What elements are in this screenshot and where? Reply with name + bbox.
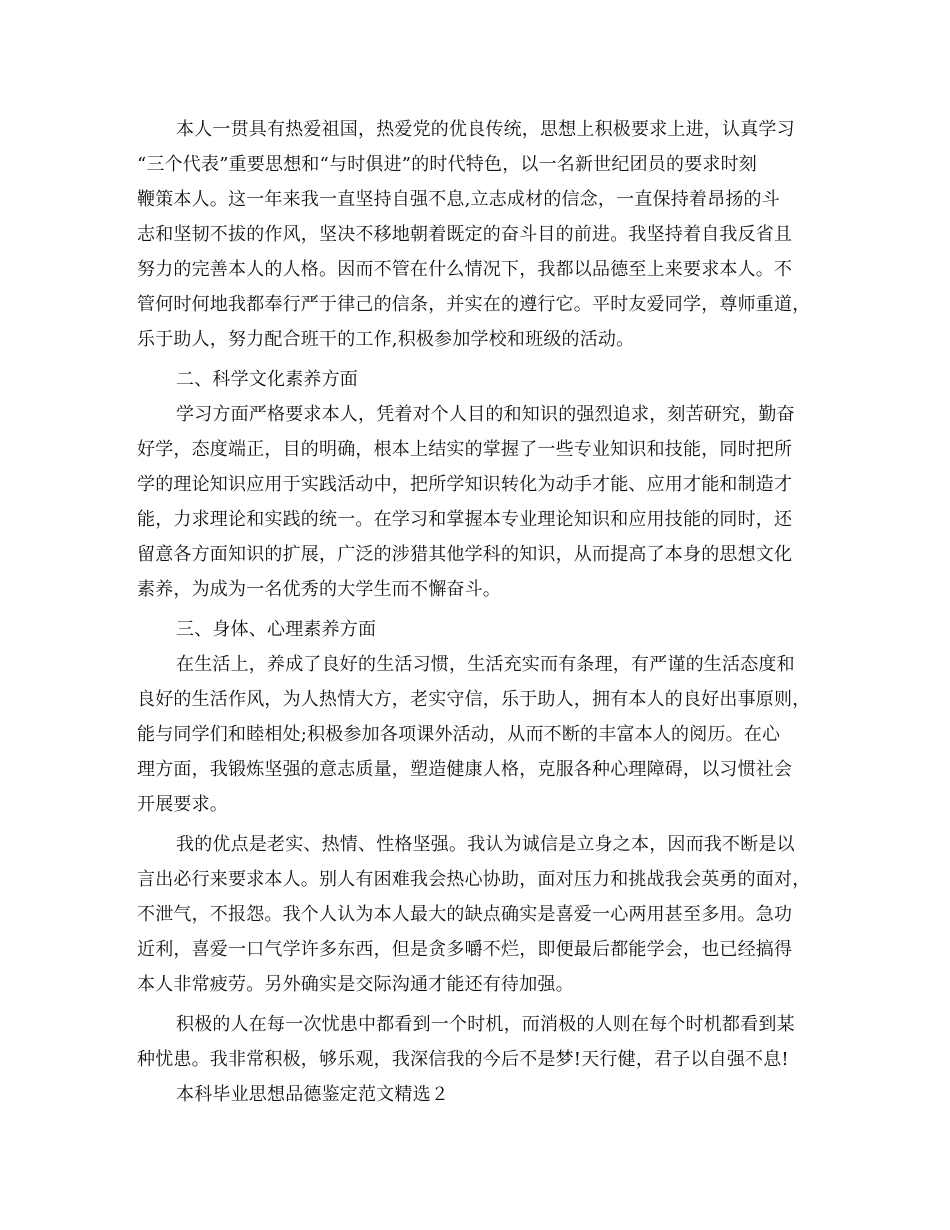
paragraph-4-line-2: 言出必行来要求本人。别人有困难我会热心协助，面对压力和挑战我会英勇的面对， (137, 869, 811, 890)
paragraph-1-line-4: 志和坚韧不拔的作风，坚决不移地朝着既定的奋斗目的前进。我坚持着自我反省且 (137, 224, 793, 245)
paragraph-4-line-1: 我的优点是老实、热情、性格坚强。我认为诚信是立身之本，因而我不断是以 (176, 834, 795, 855)
paragraph-1-line-6: 管何时何地我都奉行严于律己的信条，并实在的遵行它。平时友爱同学，尊师重道， (137, 294, 811, 315)
section-heading-health: 三、身体、心理素养方面 (176, 619, 377, 640)
paragraph-2-line-5: 留意各方面知识的扩展，广泛的涉猎其他学科的知识，从而提高了本身的思想文化 (137, 544, 793, 565)
paragraph-1-line-5: 努力的完善本人的人格。因而不管在什么情况下，我都以品德至上来要求本人。不 (137, 259, 793, 280)
paragraph-2-line-3: 学的理论知识应用于实践活动中，把所学知识转化为动手才能、应用才能和制造才 (137, 474, 793, 495)
paragraph-3-line-4: 理方面，我锻炼坚强的意志质量，塑造健康人格，克服各种心理障碍，以习惯社会 (137, 759, 793, 780)
next-section-title: 本科毕业思想品德鉴定范文精选２ (176, 1084, 449, 1105)
paragraph-3-line-3: 能与同学们和睦相处;积极参加各项课外活动，从而不断的丰富本人的阅历。在心 (137, 724, 781, 745)
paragraph-4-line-3: 不泄气，不报怨。我个人认为本人最大的缺点确实是喜爱一心两用甚至多用。急功 (137, 904, 793, 925)
paragraph-5-line-2: 种忧患。我非常积极，够乐观，我深信我的今后不是梦!天行健，君子以自强不息! (137, 1049, 789, 1070)
paragraph-1-line-3: 鞭策本人。这一年来我一直坚持自强不息,立志成材的信念，一直保持着昂扬的斗 (137, 189, 780, 210)
paragraph-2-line-4: 能，力求理论和实践的统一。在学习和掌握本专业理论知识和应用技能的同时，还 (137, 509, 793, 530)
paragraph-2-line-1: 学习方面严格要求本人，凭着对个人目的和知识的强烈追求，刻苦研究，勤奋 (176, 404, 795, 425)
paragraph-3-line-1: 在生活上，养成了良好的生活习惯，生活充实而有条理，有严谨的生活态度和 (176, 654, 795, 675)
paragraph-4-line-4: 近利，喜爱一口气学许多东西，但是贪多嚼不烂，即便最后都能学会，也已经搞得 (137, 939, 793, 960)
paragraph-1-line-2: “三个代表”重要思想和“与时俱进”的时代特色，以一名新世纪团员的要求时刻 (137, 154, 758, 175)
paragraph-3-line-5: 开展要求。 (137, 794, 228, 815)
paragraph-2-line-2: 好学，态度端正，目的明确，根本上结实的掌握了一些专业知识和技能，同时把所 (137, 439, 793, 460)
paragraph-4-line-5: 本人非常疲劳。另外确实是交际沟通才能还有待加强。 (137, 974, 574, 995)
section-heading-science: 二、科学文化素养方面 (176, 369, 358, 390)
paragraph-2-line-6: 素养，为成为一名优秀的大学生而不懈奋斗。 (137, 579, 501, 600)
paragraph-1-line-1: 本人一贯具有热爱祖国，热爱党的优良传统，思想上积极要求上进，认真学习 (176, 119, 795, 140)
paragraph-1-line-7: 乐于助人，努力配合班干的工作,积极参加学校和班级的活动。 (137, 329, 635, 350)
paragraph-5-line-1: 积极的人在每一次忧患中都看到一个时机，而消极的人则在每个时机都看到某 (176, 1014, 795, 1035)
paragraph-3-line-2: 良好的生活作风，为人热情大方，老实守信，乐于助人，拥有本人的良好出事原则， (137, 689, 811, 710)
